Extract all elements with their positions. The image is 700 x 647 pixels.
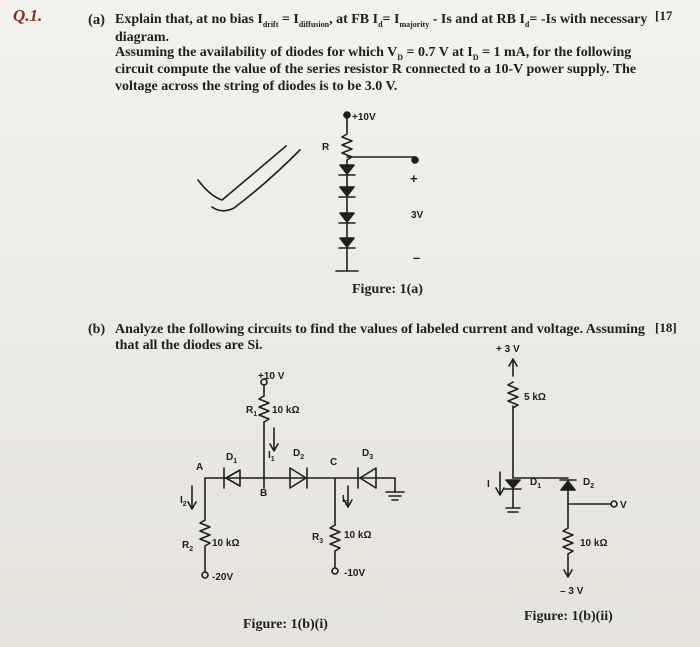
fig1bii-supply-bottom: – 3 V bbox=[560, 586, 584, 597]
fig1bi-r2-value: 10 kΩ bbox=[212, 538, 240, 549]
fig1bii-vout: V bbox=[620, 500, 627, 511]
part-b-label: (b) bbox=[88, 322, 106, 337]
fig1bi-supply-right: -10V bbox=[344, 568, 366, 579]
figure-1b-ii-caption: Figure: 1(b)(ii) bbox=[524, 609, 613, 624]
fig1a-plus-label: + bbox=[410, 171, 418, 186]
part-b-line1: Analyze the following circuits to find the values of labeled current and voltage. Assuming bbox=[115, 322, 645, 337]
part-a-line4: circuit compute the value of the series resistor R connected to a 10-V power supply. The bbox=[115, 62, 637, 77]
fig1bii-r-bottom: 10 kΩ bbox=[580, 538, 608, 549]
fig1bii-i: I bbox=[487, 479, 490, 490]
question-number: Q.1. bbox=[13, 6, 43, 25]
fig1bi-i1: $I_1$ bbox=[268, 450, 275, 463]
part-a-label: (a) bbox=[88, 12, 105, 28]
fig1a-voltage-label: 3V bbox=[411, 210, 424, 221]
part-a-line3: Assuming the availability of diodes for which $V_D = 0.7$ V at $I_D = 1$ mA, for the following bbox=[115, 45, 632, 62]
part-a-line5: voltage across the string of diodes is to be 3.0 V. bbox=[115, 79, 398, 94]
part-b-marks: [18] bbox=[655, 320, 677, 335]
fig1bi-d3: $D_3$ bbox=[362, 448, 374, 461]
part-a-marks: [17 bbox=[655, 8, 673, 23]
fig1bi-r3-value: 10 kΩ bbox=[344, 530, 372, 541]
fig1bi-supply-left: -20V bbox=[212, 572, 234, 583]
part-a-line1: Explain that, at no bias $I_{drift} = I_{diffusion}$, at FB $I_d= I_{majority} - Is$ and at RB $I_d= -Is$ with necessary bbox=[115, 12, 648, 29]
figure-1a-caption: Figure: 1(a) bbox=[352, 282, 423, 297]
check-mark-scribble bbox=[198, 146, 300, 211]
fig1a-supply-label: +10V bbox=[352, 112, 376, 123]
fig1bi-r1-value: 10 kΩ bbox=[272, 405, 300, 416]
fig1bii-d2: $D_2$ bbox=[583, 477, 595, 490]
fig1bi-r2: $R_2$ bbox=[182, 540, 194, 553]
fig1bi-node-b: B bbox=[260, 488, 268, 499]
fig1bi-r3: $R_3$ bbox=[312, 532, 324, 545]
fig1bii-r-top: 5 kΩ bbox=[524, 392, 546, 403]
fig1bi-d1: $D_1$ bbox=[226, 452, 238, 465]
fig1a-minus-label: – bbox=[413, 250, 421, 265]
fig1bi-i3: $I_3$ bbox=[342, 494, 349, 507]
fig1bii-supply-top: + 3 V bbox=[496, 344, 520, 355]
fig1bi-i2: $I_2$ bbox=[180, 495, 187, 508]
fig1bi-supply-top: +10 V bbox=[258, 371, 285, 382]
part-a-line2: diagram. bbox=[115, 30, 170, 45]
fig1bi-d2: $D_2$ bbox=[293, 448, 305, 461]
fig1bi-r1: $R_1$ bbox=[246, 405, 258, 418]
figure-1b-i-caption: Figure: 1(b)(i) bbox=[243, 617, 328, 632]
figure-1a-circuit bbox=[336, 112, 421, 271]
part-b-line2: that all the diodes are Si. bbox=[115, 338, 263, 353]
fig1a-resistor-label: R bbox=[322, 142, 330, 153]
fig1bi-node-c: C bbox=[330, 457, 338, 468]
fig1bi-node-a: A bbox=[196, 462, 204, 473]
fig1bii-d1: $D_1$ bbox=[530, 477, 542, 490]
